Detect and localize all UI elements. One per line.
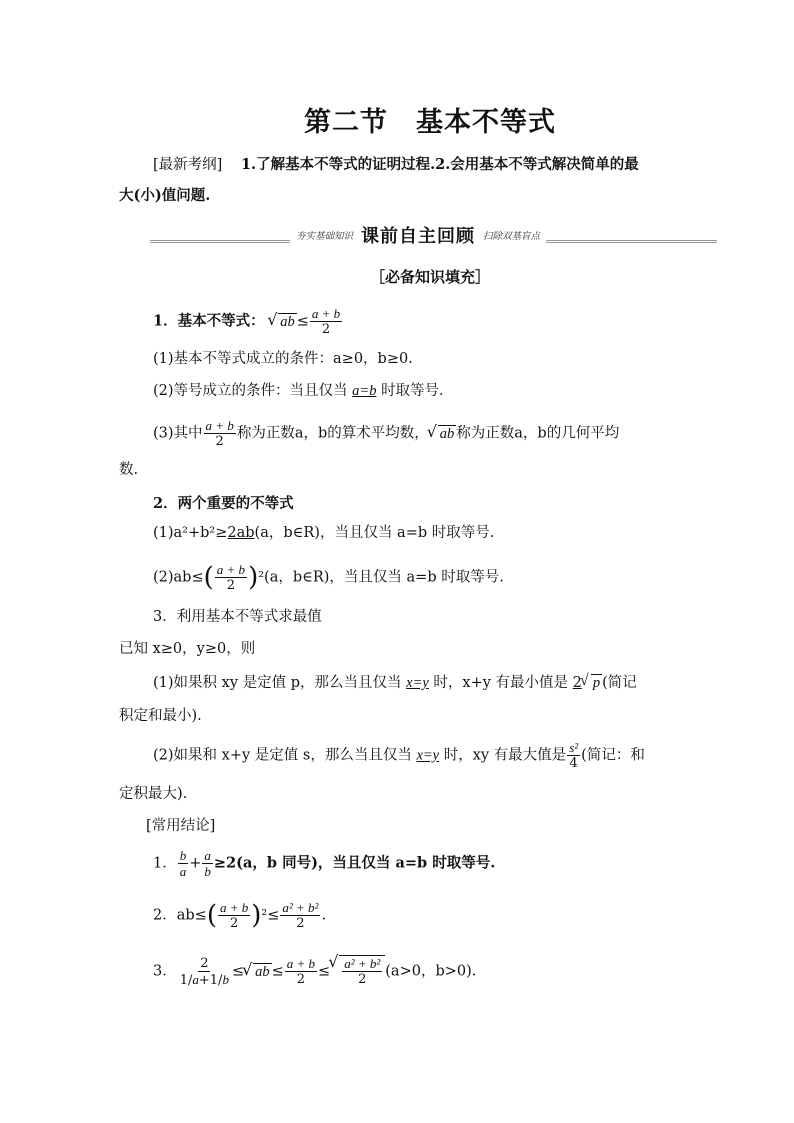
outline-line-1 — [153, 154, 639, 176]
item3-a: (1)如果积 xy 是定值 p，那么当且仅当 x=y 时，x+y 有最小值是 2√ p (简记 — [153, 672, 637, 694]
fill-blank-2ab: 2ab — [227, 525, 255, 541]
item2-s1: (1)a²+b²≥2ab(a，b∈R)，当且仅当 a=b 时取等号. — [153, 525, 495, 541]
section-heading: ［必备知识填充］ — [369, 268, 490, 286]
item3-b: (2)如果和 x+y 是定值 s，那么当且仅当 x=y 时，xy 有最大值是 $\frac{\text{s²}}{4}$ (简记：和 — [153, 740, 645, 771]
conclusion-1: 1． $\frac{b}{a}$ + $\frac{a}{b}$ ≥2(a，b 同号)，当且仅当 a=b 时取等号. — [153, 848, 496, 879]
item3-head: 3．利用基本不等式求最值 — [153, 609, 322, 625]
band-center-text: 课前自主回顾 — [361, 226, 476, 247]
page-title: 第二节 基本不等式 — [304, 107, 556, 138]
fill-blank-a-eq-b: a=b — [352, 383, 377, 399]
fraction-arith-mean: $\frac{a + b}{2}$ — [205, 418, 234, 449]
conclusions-label: [常用结论] — [146, 818, 216, 834]
item1-sub3: (3)其中 $\frac{a + b}{2}$ 称为正数a，b的算术平均数，√ ab 称为正数a，b的几何平均 — [153, 418, 619, 449]
sqrt-ab: √ ab — [278, 313, 297, 330]
fraction-s2-over-4: $\frac{\text{s²}}{4}$ — [569, 740, 579, 771]
sqrt-ab-geo: √ ab — [438, 425, 457, 442]
outline-line-2: 大(小)值问题. — [119, 187, 211, 204]
item3-a-end: 积定和最小). — [119, 708, 202, 724]
fraction-a-plus-b-over-2: $\frac{a + b}{2}$ — [311, 306, 341, 337]
item1-sub3-end: 数. — [119, 462, 139, 478]
conclusion-2: 2．ab≤( $\frac{a + b}{2}$ )²≤ $\frac{\text{a² + b²}}{2}$ . — [153, 900, 327, 931]
outline-text-1: 1.了解基本不等式的证明过程.2.会用基本不等式解决简单的最 — [240, 156, 639, 173]
sqrt-p: √ p — [591, 674, 602, 691]
conclusion-3: 3． $\frac{2}{1/a+1/b}$ ≤√ ab ≤ $\frac{a + b}{2}$ ≤ √ $\frac{\text{a² + b²}}{2}$ (a>0，b>0). — [153, 955, 476, 988]
outline-label: [最新考纲] — [153, 157, 223, 173]
fill-blank-x-eq-y-2: x=y — [416, 747, 440, 764]
item1-sub2: (2)等号成立的条件：当且仅当 a=b 时取等号． — [153, 383, 454, 399]
band-left-text: 夯实基础知识 — [296, 231, 354, 242]
item1-head-text: 1．基本不等式： — [153, 312, 265, 330]
section-band — [150, 228, 717, 246]
band-right-text: 扫除双基盲点 — [483, 231, 541, 242]
item2-head: 2．两个重要的不等式 — [153, 495, 294, 512]
item3-b-end: 定积最大). — [119, 786, 188, 802]
fill-blank-x-eq-y-1: x=y — [406, 675, 429, 691]
item1-head: 1．基本不等式： √ ab ≤ $\frac{a + b}{2}$ — [153, 306, 343, 337]
item2-s2: (2)ab≤( $\frac{a + b}{2}$ )²(a，b∈R)，当且仅当 a=b 时取等号. — [153, 562, 504, 593]
item1-sub1: (1)基本不等式成立的条件：a≥0，b≥0. — [153, 351, 413, 367]
item3-given: 已知 x≥0，y≥0，则 — [119, 641, 256, 657]
